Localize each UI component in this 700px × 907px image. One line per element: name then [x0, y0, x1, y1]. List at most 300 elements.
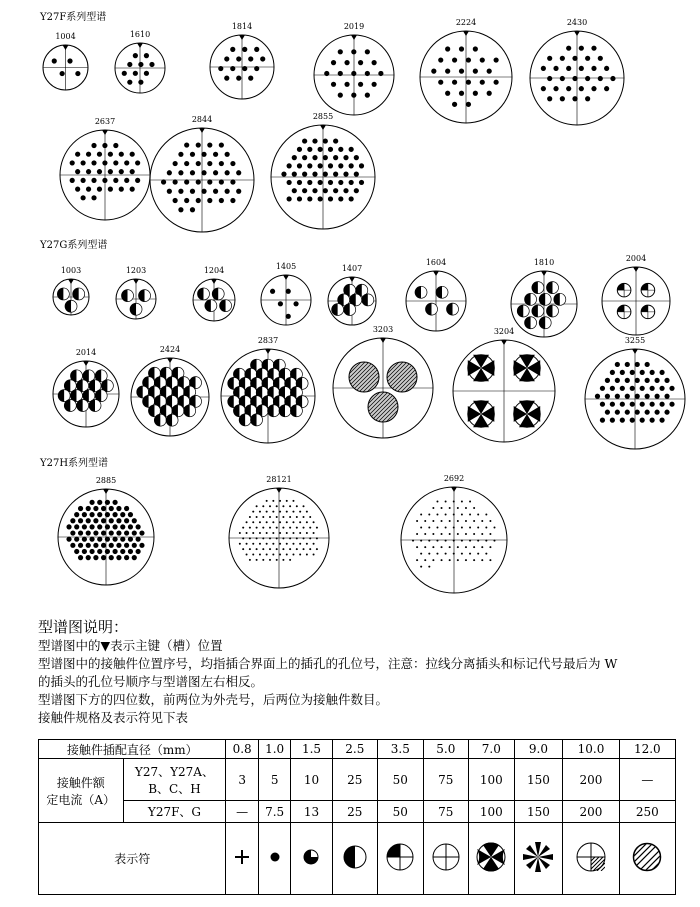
contact-dot: [299, 543, 301, 545]
contact-dot: [481, 533, 483, 535]
contact-dot: [338, 93, 343, 98]
connector-face-diagram: [190, 276, 238, 324]
contact-dot: [286, 532, 288, 534]
contact-dot: [328, 163, 333, 168]
star-icon: [520, 839, 556, 875]
contact-dot: [207, 142, 212, 147]
contact-dot: [615, 410, 620, 415]
table-cell: 50: [378, 801, 424, 823]
contact-dot: [292, 155, 297, 160]
contact-dot: [133, 53, 138, 58]
contact-dot: [485, 553, 487, 555]
connector-face-diagram: [599, 264, 673, 338]
contact-dot: [445, 69, 450, 74]
contact-dot: [441, 507, 443, 509]
contact-dot: [453, 514, 455, 516]
contact-dot: [239, 532, 241, 534]
contact-dot: [481, 520, 483, 522]
contact-dot: [302, 172, 307, 177]
connector-layout-2424: [128, 345, 212, 439]
contact-dot: [279, 532, 281, 534]
contact-dot: [252, 543, 254, 545]
contact-dot: [465, 559, 467, 561]
contact-dot: [416, 546, 418, 548]
contact-dot: [547, 76, 552, 81]
contact-dot: [338, 163, 343, 168]
contact-dot: [66, 524, 71, 529]
contact-dot: [297, 163, 302, 168]
contact-dot: [91, 160, 96, 165]
symbol-cell: [514, 823, 563, 895]
contact-dot: [289, 505, 291, 507]
contact-dot: [579, 66, 584, 71]
contact-dot: [161, 179, 166, 184]
contact-dot: [225, 170, 230, 175]
contact-dot: [225, 152, 230, 157]
contact-dot: [312, 188, 317, 193]
contact-dot: [70, 160, 75, 165]
contact-dot: [259, 532, 261, 534]
contact-dot: [428, 540, 430, 542]
contact-dot: [469, 514, 471, 516]
contact-dot: [149, 62, 154, 67]
contact-dot: [650, 418, 655, 423]
contact-dot: [135, 178, 140, 183]
contact-dot: [101, 555, 106, 560]
contact-dot: [303, 548, 305, 550]
contact-dot: [655, 410, 660, 415]
contact-dot: [477, 527, 479, 529]
contact-dot: [331, 60, 336, 65]
contact-dot: [276, 537, 278, 539]
contact-dot: [256, 537, 258, 539]
contact-dot: [416, 559, 418, 561]
contact-dot: [132, 530, 137, 535]
contact-dot: [190, 207, 195, 212]
contact-dot: [566, 46, 571, 51]
contact-dot: [372, 60, 377, 65]
contact-dot: [282, 505, 284, 507]
contact-dot: [296, 505, 298, 507]
contact-dot: [318, 147, 323, 152]
contact-dot: [279, 500, 281, 502]
contact-dot: [82, 524, 87, 529]
contact-dot: [190, 152, 195, 157]
contact-dot: [112, 512, 117, 517]
connector-layout-2430: [527, 18, 627, 128]
symbol-cell: [619, 823, 675, 895]
contact-dot: [260, 56, 265, 61]
contact-dot: [307, 147, 312, 152]
table-cell: 200: [563, 759, 619, 801]
half-small-icon: [300, 846, 322, 868]
contact-dot: [124, 555, 129, 560]
contact-dot: [109, 506, 114, 511]
contact-dot: [645, 410, 650, 415]
contact-dot: [246, 532, 248, 534]
contact-dot: [249, 537, 251, 539]
contact-dot: [328, 180, 333, 185]
layout-code: 1814: [231, 22, 253, 31]
contact-dot: [605, 378, 610, 383]
contact-dot: [465, 533, 467, 535]
connector-face-diagram: [113, 276, 159, 322]
contact-dot: [610, 386, 615, 391]
contact-dot: [473, 520, 475, 522]
contact-dot: [286, 500, 288, 502]
contact-dot: [130, 169, 135, 174]
contact-dot: [82, 549, 87, 554]
contact-dot: [477, 540, 479, 542]
contact-dot: [297, 180, 302, 185]
contact-dot: [358, 60, 363, 65]
contact-dot: [138, 80, 143, 85]
contact-dot: [452, 57, 457, 62]
contact-dot: [75, 187, 80, 192]
contact-dot: [256, 527, 258, 529]
contact-dot: [541, 66, 546, 71]
contact-dot: [196, 161, 201, 166]
layout-code: 3203: [372, 325, 394, 334]
contact-dot: [89, 512, 94, 517]
table-cell: 250: [619, 801, 675, 823]
contact-dot: [178, 152, 183, 157]
layout-code: 1407: [341, 264, 363, 273]
contact-dot: [256, 505, 258, 507]
contact-dot: [144, 53, 149, 58]
contact-dot: [86, 543, 91, 548]
layout-code: 1004: [55, 32, 76, 41]
contact-dot: [112, 549, 117, 554]
contact-dot: [296, 548, 298, 550]
contact-dot: [127, 62, 132, 67]
contact-dot: [299, 532, 301, 534]
contact-dot: [242, 47, 247, 52]
connector-face-diagram: [527, 28, 627, 128]
contact-dot: [75, 169, 80, 174]
contact-dot: [279, 511, 281, 513]
contact-dot: [302, 188, 307, 193]
contact-dot: [547, 56, 552, 61]
contact-dot: [420, 540, 422, 542]
contact-dot: [659, 402, 664, 407]
contact-dot: [196, 198, 201, 203]
connector-face-diagram: [226, 485, 332, 591]
table-cell: 10.0: [563, 740, 619, 759]
contact-dot: [328, 147, 333, 152]
current-label: [39, 759, 124, 823]
contact-dot: [461, 527, 463, 529]
contact-dot: [91, 195, 96, 200]
contact-dot: [236, 56, 241, 61]
contact-dot: [116, 518, 121, 523]
notes-line: 型谱图下方的四位数，前两位为外壳号，后两位为接触件数目。: [38, 692, 389, 707]
contact-dot: [224, 56, 229, 61]
contact-dot: [615, 378, 620, 383]
table-cell: 200: [563, 801, 619, 823]
contact-dot: [130, 187, 135, 192]
contact-dot: [75, 71, 80, 76]
contact-dot: [113, 160, 118, 165]
contact-dot: [338, 147, 343, 152]
contact-dot: [625, 410, 630, 415]
contact-dot: [351, 49, 356, 54]
contact-dot: [249, 548, 251, 550]
contact-dot: [349, 196, 354, 201]
contact-dot: [74, 524, 79, 529]
dot-icon: [265, 847, 285, 867]
connector-layout-2855: [268, 112, 378, 232]
contact-dot: [128, 549, 133, 554]
contact-dot: [97, 537, 102, 542]
contact-dot: [343, 188, 348, 193]
contact-dot: [457, 533, 459, 535]
contact-dot: [86, 169, 91, 174]
contact-dot: [306, 532, 308, 534]
contact-dot: [428, 527, 430, 529]
contact-dot: [453, 500, 455, 502]
contact-dot: [262, 537, 264, 539]
half-circle-icon: [341, 843, 369, 871]
contact-dot: [343, 155, 348, 160]
contact-dot: [105, 537, 110, 542]
contact-dot: [219, 142, 224, 147]
contact-dot: [259, 553, 261, 555]
contact-dot: [262, 516, 264, 518]
contact-dot: [97, 512, 102, 517]
contact-dot: [306, 511, 308, 513]
contact-dot: [116, 543, 121, 548]
contact-dot: [286, 314, 291, 319]
contact-dot: [307, 163, 312, 168]
contact-dot: [420, 527, 422, 529]
table-row: [39, 823, 676, 895]
layout-code: 2844: [191, 115, 213, 124]
contact-dot: [469, 540, 471, 542]
contact-dot: [328, 196, 333, 201]
contact-dot: [473, 559, 475, 561]
table-cell: 3: [226, 759, 259, 801]
contact-dot: [445, 500, 447, 502]
contact-dot: [620, 402, 625, 407]
contact-dot: [266, 543, 268, 545]
contact-dot: [249, 516, 251, 518]
contact-dot: [269, 559, 271, 561]
contact-dot: [132, 543, 137, 548]
layout-code: 1810: [533, 258, 555, 267]
contact-dot: [124, 506, 129, 511]
layout-code: 1405: [275, 262, 297, 271]
contact-dot: [230, 179, 235, 184]
contact-dot: [453, 553, 455, 555]
contact-dot: [86, 530, 91, 535]
contact-dot: [378, 71, 383, 76]
contact-dot: [306, 521, 308, 523]
contact-dot: [213, 152, 218, 157]
notes-heading: 型谱图说明：: [38, 618, 129, 636]
contact-dot: [60, 71, 65, 76]
contact-dot: [307, 180, 312, 185]
contact-dot: [86, 506, 91, 511]
connector-face-diagram: [417, 28, 515, 126]
table-cell: 10: [291, 759, 332, 801]
contact-dot: [625, 362, 630, 367]
explanation-notes: [38, 617, 678, 727]
contact-dot: [272, 543, 274, 545]
bowtie-icon: [474, 840, 508, 874]
contact-dot: [173, 179, 178, 184]
contact-dot: [620, 370, 625, 375]
contact-dot: [465, 520, 467, 522]
contact-dot: [630, 370, 635, 375]
contact-dot: [297, 196, 302, 201]
contact-dot: [97, 169, 102, 174]
contact-dot: [459, 46, 464, 51]
contact-dot: [424, 520, 426, 522]
contact-dot: [461, 540, 463, 542]
notes-line: 接触件规格及表示符见下表: [38, 710, 189, 725]
contact-dot: [292, 532, 294, 534]
contact-dot: [560, 76, 565, 81]
table-cell: 3.5: [378, 740, 424, 759]
contact-dot: [441, 533, 443, 535]
table-cell: 25: [332, 801, 378, 823]
contact-dot: [178, 189, 183, 194]
quarter-circle-icon: [384, 841, 416, 873]
contact-dot: [286, 521, 288, 523]
contact-dot: [645, 362, 650, 367]
contact-dot: [477, 514, 479, 516]
contact-dot: [466, 80, 471, 85]
contact-dot: [585, 96, 590, 101]
layout-code: 2885: [95, 476, 117, 485]
contact-dot: [598, 76, 603, 81]
contact-dot: [650, 386, 655, 391]
contact-dot: [196, 179, 201, 184]
contact-dot: [452, 102, 457, 107]
contact-dot: [113, 178, 118, 183]
contact-dot: [207, 179, 212, 184]
symbol-cell: [226, 823, 259, 895]
contact-dot: [289, 559, 291, 561]
contact-dot: [252, 521, 254, 523]
contact-dot: [213, 189, 218, 194]
contact-dot: [82, 537, 87, 542]
contact-dot: [256, 548, 258, 550]
contact-dot: [230, 66, 235, 71]
contact-dot: [266, 532, 268, 534]
layout-code: 2637: [94, 117, 116, 126]
series-label: Y27F、G: [123, 801, 226, 823]
contact-dot: [579, 46, 584, 51]
contact-dot: [610, 418, 615, 423]
contact-dot: [438, 57, 443, 62]
contact-dot: [359, 180, 364, 185]
connector-face-diagram: [311, 32, 397, 118]
connector-layout-2692: [398, 474, 510, 596]
table-row: [39, 740, 676, 759]
table-cell: 13: [291, 801, 332, 823]
contact-dot: [432, 533, 434, 535]
contact-dot: [493, 527, 495, 529]
contact-dot: [286, 553, 288, 555]
contact-dot: [116, 530, 121, 535]
section-title-y27g: Y27G系列型谱: [40, 240, 108, 251]
contact-dot: [316, 537, 318, 539]
contact-dot: [269, 527, 271, 529]
layout-code: 2019: [343, 22, 365, 31]
contact-dot: [78, 555, 83, 560]
contact-dot: [494, 80, 499, 85]
contact-dot: [78, 530, 83, 535]
contact-dot: [120, 537, 125, 542]
contact-dot: [553, 86, 558, 91]
contact-dot: [190, 189, 195, 194]
contact-dot: [318, 163, 323, 168]
contact-dot: [269, 516, 271, 518]
contact-dot: [635, 394, 640, 399]
contact-dot: [316, 527, 318, 529]
contact-dot: [473, 546, 475, 548]
contact-dot: [469, 553, 471, 555]
contact-dot: [302, 155, 307, 160]
contact-dot: [272, 521, 274, 523]
layout-code: 1203: [125, 266, 147, 275]
layout-code: 1003: [60, 266, 82, 275]
contact-dot: [453, 527, 455, 529]
contact-dot: [279, 543, 281, 545]
table-cell: 150: [514, 759, 563, 801]
contact-dot: [351, 71, 356, 76]
contact-dot: [184, 142, 189, 147]
table-cell: 1.0: [258, 740, 291, 759]
layout-code: 28121: [266, 475, 292, 484]
contact-dot: [292, 553, 294, 555]
table-cell: —: [619, 759, 675, 801]
contact-dot: [469, 500, 471, 502]
layout-code: 1604: [425, 258, 447, 267]
connector-layout-1203: [113, 266, 159, 322]
contact-dot: [600, 386, 605, 391]
contact-dot: [93, 555, 98, 560]
contact-dot: [78, 543, 83, 548]
contact-dot: [89, 537, 94, 542]
contact-dot: [354, 188, 359, 193]
contact-dot: [625, 378, 630, 383]
contact-dot: [659, 418, 664, 423]
contact-dot: [282, 548, 284, 550]
contact-dot: [269, 537, 271, 539]
contact-dot: [139, 543, 144, 548]
contact-dot: [416, 520, 418, 522]
contact-dot: [278, 301, 283, 306]
contact-dot: [108, 152, 113, 157]
contact-dot: [645, 394, 650, 399]
contact-dot: [101, 518, 106, 523]
contact-dot: [610, 402, 615, 407]
symbol-label: 表示符: [39, 823, 226, 895]
contact-dot: [313, 521, 315, 523]
contact-dot: [566, 86, 571, 91]
contact-dot: [132, 518, 137, 523]
contact-dot: [640, 386, 645, 391]
layout-code: 1610: [129, 30, 151, 39]
contact-dot: [112, 524, 117, 529]
contact-dot: [432, 520, 434, 522]
contact-dot: [445, 91, 450, 96]
connector-face-diagram: [218, 346, 318, 446]
contact-dot: [279, 521, 281, 523]
